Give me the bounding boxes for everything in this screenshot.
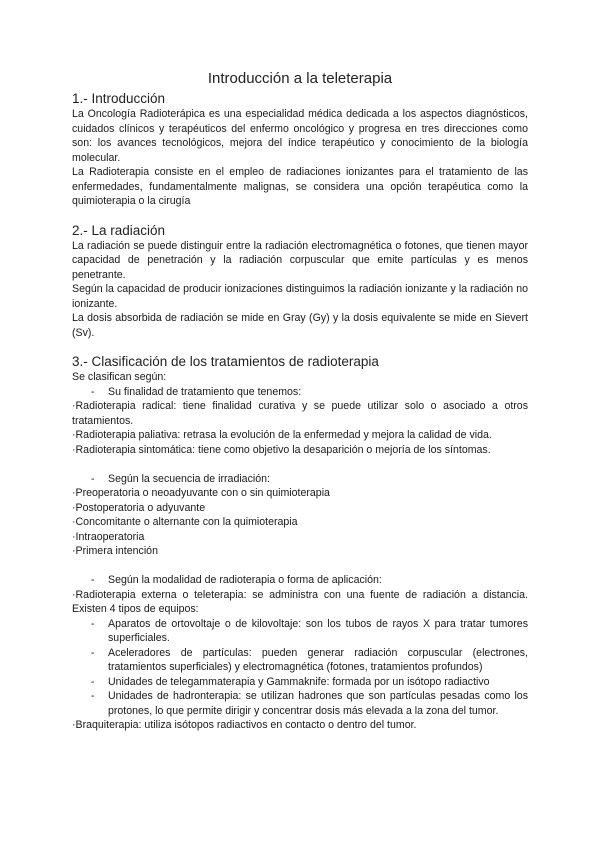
paragraph: La dosis absorbida de radiación se mide en Gray (Gy) y la dosis equivalente se mide en Sievert (Sv).: [72, 312, 528, 339]
list-group-label: - Su finalidad de tratamiento que tenemos:: [72, 385, 528, 400]
paragraph: La radiación se puede distinguir entre la radiación electromagnética o fotones, que tienen mayor capacidad de penetración y la radiación corpuscular que emite partículas y es menos penetrante.: [72, 239, 528, 281]
section-heading-introduccion: 1.- Introducción: [72, 91, 166, 106]
section-heading-radiacion: 2.- La radiación: [72, 222, 166, 238]
paragraph: Según la capacidad de producir ionizaciones distinguimos la radiación ionizante y la radiación no ionizante.: [72, 283, 528, 310]
list-item: - Aceleradores de partículas: pueden generar radiación corpuscular (electrones, tratamientos superficiales) y electromagnética (fotones, tratamientos profundos): [72, 646, 528, 675]
list-item: ·Radioterapia externa o teleterapia: se administra con una fuente de radiación a distancia. Existen 4 tipos de equipos:: [72, 588, 528, 615]
spacer: [72, 457, 528, 472]
spacer: [72, 559, 528, 574]
list-item: ·Radioterapia paliativa: retrasa la evolución de la enfermedad y mejora la calidad de vida.: [72, 429, 492, 441]
list-item: - Unidades de telegammaterapia y Gammaknife: formada por un isótopo radiactivo: [72, 675, 528, 690]
list-item: ·Preoperatoria o neoadyuvante con o sin quimioterapia: [72, 487, 330, 499]
list-item: ·Postoperatoria o adyuvante: [72, 501, 206, 514]
section-heading-clasificacion: 3.- Clasificación de los tratamientos de radioterapia: [72, 354, 379, 369]
paragraph: La Radioterapia consiste en el empleo de radiaciones ionizantes para el tratamiento de las enfermedades, fundamentalmente malignas, se considera una opción terapéutica como la quimioterapia o la cirugía: [72, 166, 528, 207]
list-item: ·Primera intención: [72, 545, 158, 557]
list-item: ·Braquiterapia: utiliza isótopos radiactivos en contacto o dentro del tumor.: [72, 719, 417, 731]
paragraph: La Oncología Radioterápica es una especialidad médica dedicada a los aspectos diagnósticos, cuidados clínicos y terapéuticos del enfermo oncológico y progresa en tres direcciones como son: los avances tecnológicos, mejora del índice terapéutico y conocimiento de la biología molecular.: [72, 108, 528, 164]
list-group-label: - Según la secuencia de irradiación:: [72, 472, 528, 487]
document-title: Introducción a la teleterapia: [207, 70, 393, 87]
paragraph: Se clasifican según:: [72, 371, 167, 383]
document-page: [72, 70, 528, 733]
list-item: - Unidades de hadronterapia: se utilizan hadrones que son partículas pesadas como los protones, lo que permite dirigir y concentrar dosis más elevada a la zona del tumor.: [72, 689, 528, 718]
equipment-list: [72, 617, 528, 719]
list-group-label: - Según la modalidad de radioterapia o forma de aplicación:: [72, 573, 528, 588]
list-item: ·Radioterapia sintomática: tiene como objetivo la desaparición o mejoría de los síntomas.: [72, 443, 491, 456]
list-item: ·Intraoperatoria: [72, 530, 145, 543]
list-item: - Aparatos de ortovoltaje o de kilovoltaje: son los tubos de rayos X para tratar tumores superficiales.: [72, 617, 528, 646]
list-item: ·Concomitante o alternante con la quimioterapia: [72, 516, 298, 528]
list-item: ·Radioterapia radical: tiene finalidad curativa y se puede utilizar solo o asociado a otros tratamientos.: [72, 400, 528, 427]
